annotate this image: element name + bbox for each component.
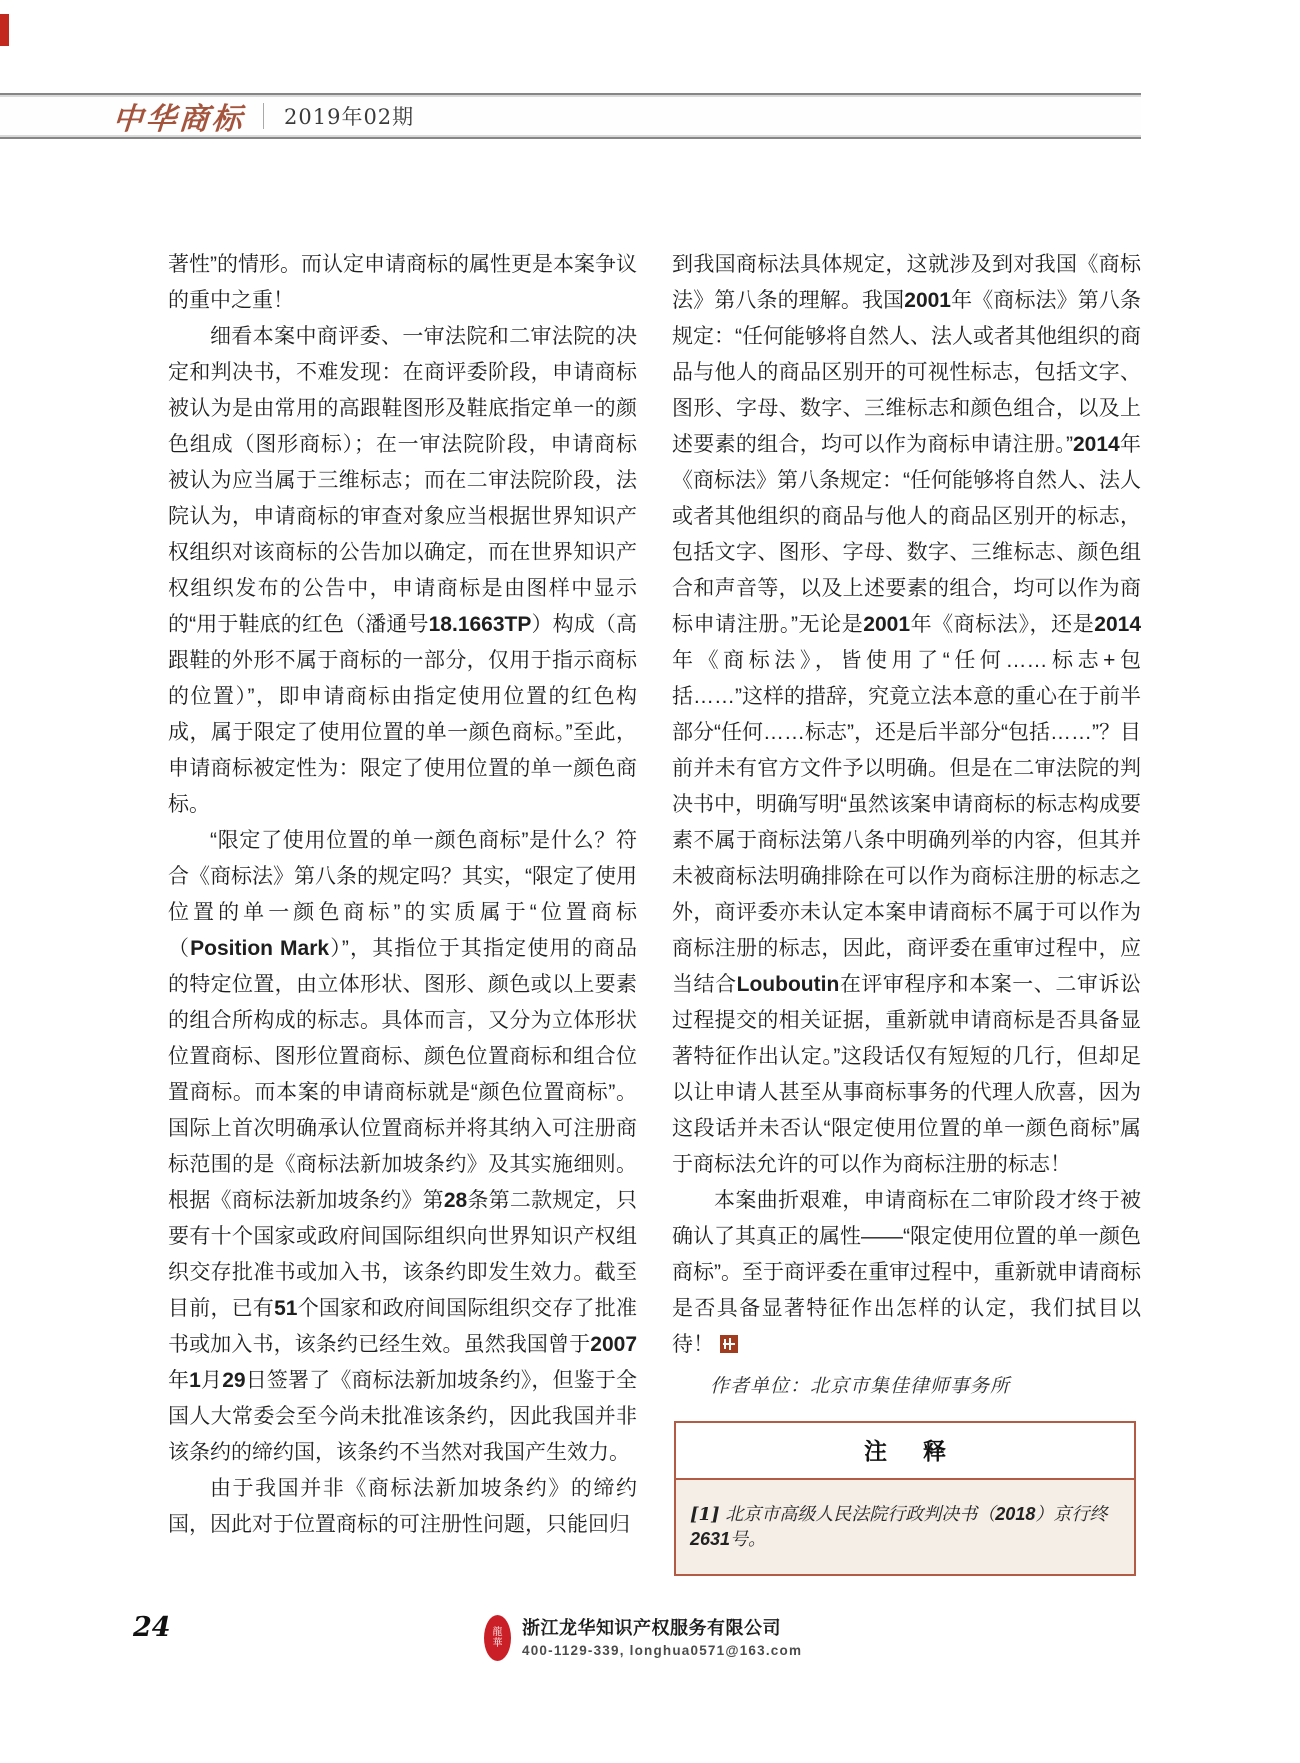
footnote-item: [1] 北京市高级人民法院行政判决书（2018）京行终2631号。 [690, 1504, 1108, 1550]
paragraph: “限定了使用位置的单一颜色商标”是什么？符合《商标法》第八条的规定吗？其实，“限定了使用位置的单一颜色商标”的实质属于“位置商标（Position Mark）”，其指位于其指定使用的商品的特定位置，由立体形状、图形、颜色或以上要素的组合所构成的标志。具体而言，又分为立体形状位置商标、图形位置商标、颜色位置商标和组合位置商标。而本案的申请商标就是“颜色位置商标”。国际上首次明确承认位置商标并将其纳入可注册商标范围的是《商标法新加坡条约》及其实施细则。根据《商标法新加坡条约》第28条第二款规定，只要有十个国家或政府间国际组织向世界知识产权组织交存批准书或加入书，该条约即发生效力。截至目前，已有51个国家和政府间国际组织交存了批准书或加入书，该条约已经生效。虽然我国曾于2007年1月29日签署了《商标法新加坡条约》，但鉴于全国人大常委会至今尚未批准该条约，因此我国并非该条约的缔约国，该条约不当然对我国产生效力。 [168, 829, 638, 1464]
longhua-seal-icon [484, 1615, 511, 1661]
footnotes-body [676, 1480, 1134, 1574]
paragraph: 到我国商标法具体规定，这就涉及到对我国《商标法》第八条的理解。我国2001年《商标法》第八条规定：“任何能够将自然人、法人或者其他组织的商品与他人的商品区别开的可视性标志，包括文字、图形、字母、数字、三维标志和颜色组合，以及上述要素的组合，均可以作为商标申请注册。”2014年《商标法》第八条规定：“任何能够将自然人、法人或者其他组织的商品与他人的商品区别开的标志，包括文字、图形、字母、数字、三维标志、颜色组合和声音等，以及上述要素的组合，均可以作为商标申请注册。”无论是2001年《商标法》，还是2014年《商标法》，皆使用了“任何……标志+包括……”这样的措辞，究竟立法本意的重心在于前半部分“任何……标志”，还是后半部分“包括……”？目前并未有官方文件予以明确。但是在二审法院的判决书中，明确写明“虽然该案申请商标的标志构成要素不属于商标法第八条中明确列举的内容，但其并未被商标法明确排除在可以作为商标注册的标志之外，商评委亦未认定本案申请商标不属于可以作为商标注册的标志，因此，商评委在重审过程中，应当结合Louboutin在评审程序和本案一、二审诉讼过程提交的相关证据，重新就申请商标是否具备显著特征作出认定。”这段话仅有短短的几行，但却足以让申请人甚至从事商标事务的代理人欣喜，因为这段话并未否认“限定使用位置的单一颜色商标”属于商标法允许的可以作为商标注册的标志！ [672, 253, 1142, 1176]
publisher-footer [484, 1615, 802, 1661]
publisher-contact: 400-1129-339, longhua0571@163.com [522, 1643, 803, 1658]
article-column-left [168, 247, 637, 1543]
page-header [0, 93, 1141, 139]
paragraph: 本案曲折艰难，申请商标在二审阶段才终于被确认了其真正的属性——“限定使用位置的单一颜色商标”。至于商评委在重审过程中，重新就申请商标是否具备显著特征作出怎样的认定，我们拭目以待！ [672, 1189, 1141, 1356]
paragraph: 由于我国并非《商标法新加坡条约》的缔约国，因此对于位置商标的可注册性问题，只能回归 [168, 1477, 637, 1536]
issue-label: 2019年02期 [284, 105, 415, 129]
author-affiliation: 作者单位：北京市集佳律师事务所 [710, 1375, 1011, 1397]
seal-characters: 龍華 [492, 1627, 503, 1649]
magazine-logo: 中华商标 [111, 102, 246, 137]
header-divider [263, 103, 264, 129]
paragraph: 细看本案中商评委、一审法院和二审法院的决定和判决书，不难发现：在商评委阶段，申请商标被认为是由常用的高跟鞋图形及鞋底指定单一的颜色组成（图形商标）；在一审法院阶段，申请商标被认为应当属于三维标志；而在二审法院阶段，法院认为，申请商标的审查对象应当根据世界知识产权组织对该商标的公告加以确定，而在世界知识产权组织发布的公告中，申请商标是由图样中显示的“用于鞋底的红色（潘通号18.1663TP）构成（高跟鞋的外形不属于商标的一部分，仅用于指示商标的位置）”，即申请商标由指定使用位置的红色构成，属于限定了使用位置的单一颜色商标。”至此，申请商标被定性为：限定了使用位置的单一颜色商标。 [168, 325, 637, 816]
publisher-info [522, 1617, 802, 1659]
page-number: 24 [133, 1612, 171, 1643]
footnotes-title: 注 释 [676, 1423, 1134, 1480]
publisher-company-name: 浙江龙华知识产权服务有限公司 [522, 1618, 781, 1638]
article-column-right [672, 247, 1141, 1576]
article-end-seal-icon [720, 1335, 738, 1353]
footnotes-box [674, 1421, 1136, 1576]
paragraph: 著性”的情形。而认定申请商标的属性更是本案争议的重中之重！ [168, 253, 637, 312]
print-corner-mark [0, 14, 9, 46]
